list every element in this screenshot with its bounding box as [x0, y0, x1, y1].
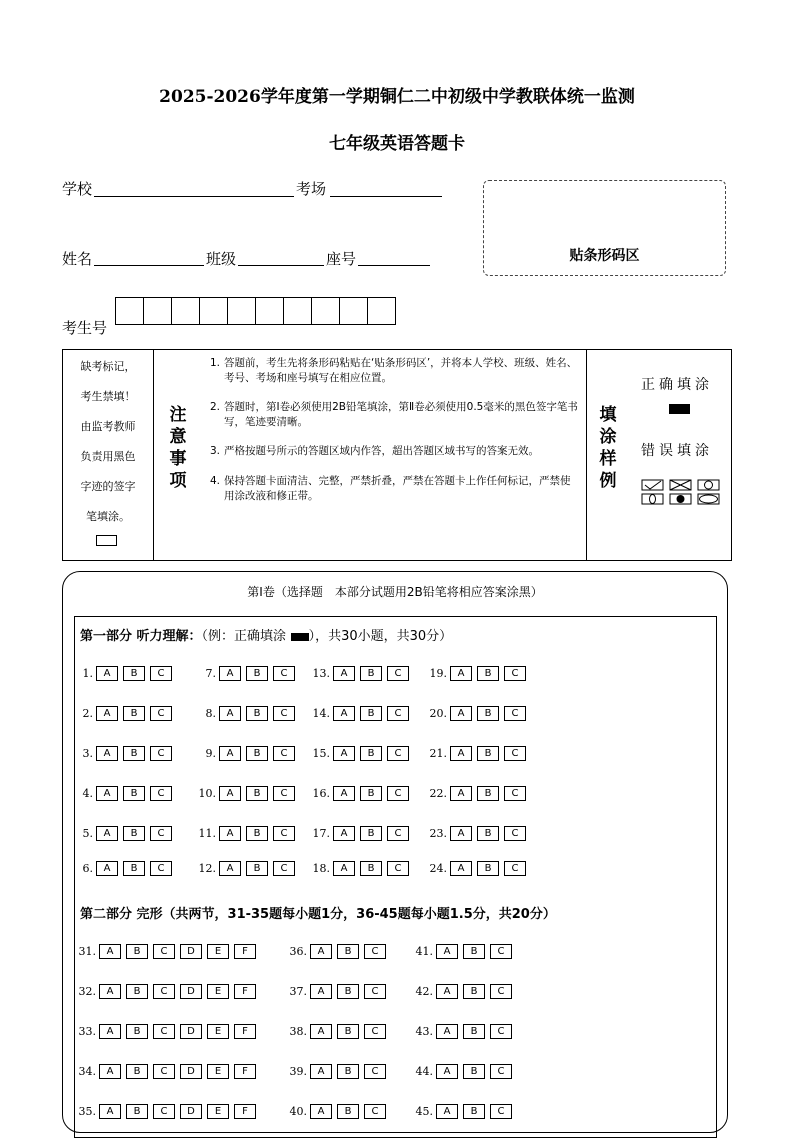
question-row	[409, 1064, 517, 1079]
answer-bubble-c[interactable]: C	[153, 984, 175, 999]
answer-bubble-b[interactable]: B	[126, 1064, 148, 1079]
answer-bubble-a[interactable]: A	[99, 1104, 121, 1119]
answer-bubble-e[interactable]: E	[207, 1024, 229, 1039]
answer-bubble-b[interactable]: B	[477, 706, 499, 721]
notice-item-text: 保持答题卡面清洁、完整，严禁折叠，严禁在答题卡上作任何标记，严禁使用涂改液和修正带。	[224, 475, 571, 502]
question-row	[72, 746, 177, 761]
question-row	[283, 1064, 391, 1079]
question-number: 38.	[289, 1025, 307, 1038]
answer-bubble-b[interactable]: B	[126, 984, 148, 999]
notice-item-number: 4.	[210, 475, 221, 487]
answer-bubble-a[interactable]: A	[96, 666, 118, 681]
answer-bubble-c[interactable]: C	[504, 706, 526, 721]
question-number: 43.	[415, 1025, 433, 1038]
question-number: 5.	[82, 827, 93, 840]
answer-bubble-a[interactable]: A	[310, 1064, 332, 1079]
answer-bubble-b[interactable]: B	[337, 1024, 359, 1039]
answer-bubble-a[interactable]: A	[310, 984, 332, 999]
answer-bubble-c[interactable]: C	[273, 786, 295, 801]
answer-bubble-c[interactable]: C	[273, 706, 295, 721]
question-number: 12.	[198, 862, 216, 875]
question-row	[426, 746, 531, 761]
answer-bubble-c[interactable]: C	[504, 786, 526, 801]
question-row	[309, 861, 414, 876]
answer-bubble-c[interactable]: C	[153, 1064, 175, 1079]
question-number: 13.	[312, 667, 330, 680]
answer-bubble-b[interactable]: B	[360, 861, 382, 876]
answer-bubble-e[interactable]: E	[207, 1064, 229, 1079]
question-number: 14.	[312, 707, 330, 720]
notice-item-number: 2.	[210, 401, 221, 413]
question-row	[426, 861, 531, 876]
question-row	[195, 746, 300, 761]
answer-bubble-c[interactable]: C	[273, 666, 295, 681]
exam-number-cell[interactable]	[367, 297, 396, 325]
answer-bubble-a[interactable]: A	[96, 706, 118, 721]
question-number: 20.	[429, 707, 447, 720]
answer-bubble-d[interactable]: D	[180, 1064, 202, 1079]
question-row	[195, 666, 300, 681]
absent-instruction-line: 考生禁填！	[80, 390, 136, 403]
notice-title-char: 意	[169, 427, 187, 447]
notice-item-text: 答题前，考生先将条形码粘贴在‘贴条形码区’，并将本人学校、班级、姓名、考号、考场和座号填写在相应位置。	[224, 357, 578, 384]
exam-room-label: 考场	[296, 180, 327, 198]
question-row	[283, 984, 391, 999]
exam-number-cell[interactable]	[283, 297, 312, 325]
question-row	[72, 786, 177, 801]
answer-bubble-b[interactable]: B	[126, 944, 148, 959]
answer-bubble-c[interactable]: C	[150, 786, 172, 801]
exam-number-cell[interactable]	[339, 297, 368, 325]
example-fill-mark	[291, 633, 309, 641]
school-label: 学校	[62, 180, 93, 198]
answer-bubble-b[interactable]: B	[123, 666, 145, 681]
question-number: 32.	[78, 985, 96, 998]
answer-bubble-c[interactable]: C	[364, 1064, 386, 1079]
question-row	[72, 861, 177, 876]
question-number: 37.	[289, 985, 307, 998]
question-number: 34.	[78, 1065, 96, 1078]
answer-bubble-a[interactable]: A	[219, 861, 241, 876]
question-row	[283, 944, 391, 959]
question-number: 15.	[312, 747, 330, 760]
answer-bubble-c[interactable]: C	[273, 746, 295, 761]
answer-bubble-c[interactable]: C	[150, 826, 172, 841]
question-number: 31.	[78, 945, 96, 958]
answer-bubble-b[interactable]: B	[360, 746, 382, 761]
answer-bubble-a[interactable]: A	[96, 826, 118, 841]
question-row	[409, 944, 517, 959]
answer-bubble-b[interactable]: B	[463, 1064, 485, 1079]
fill-sample	[586, 350, 732, 560]
question-number: 10.	[198, 787, 216, 800]
answer-bubble-c[interactable]: C	[490, 984, 512, 999]
seat-label: 座号	[326, 250, 357, 268]
part-one-prefix: 第一部分 听力理解：	[80, 629, 202, 644]
answer-bubble-a[interactable]: A	[436, 1104, 458, 1119]
answer-bubble-a[interactable]: A	[333, 861, 355, 876]
answer-bubble-c[interactable]: C	[364, 944, 386, 959]
answer-bubble-b[interactable]: B	[477, 861, 499, 876]
answer-bubble-b[interactable]: B	[463, 1024, 485, 1039]
question-number: 6.	[82, 862, 93, 875]
barcode-area	[483, 180, 726, 276]
answer-bubble-a[interactable]: A	[99, 984, 121, 999]
question-number: 35.	[78, 1105, 96, 1118]
question-number: 18.	[312, 862, 330, 875]
answer-bubble-b[interactable]: B	[337, 1064, 359, 1079]
question-row	[283, 1104, 391, 1119]
correct-fill-mark	[669, 404, 690, 414]
question-number: 40.	[289, 1105, 307, 1118]
question-row	[409, 984, 517, 999]
exam-number-cell[interactable]	[199, 297, 228, 325]
answer-bubble-b[interactable]: B	[123, 746, 145, 761]
question-number: 4.	[82, 787, 93, 800]
answer-bubble-c[interactable]: C	[504, 666, 526, 681]
answer-bubble-b[interactable]: B	[477, 826, 499, 841]
answer-bubble-c[interactable]: C	[273, 861, 295, 876]
wrong-fill-samples	[641, 478, 721, 508]
answer-bubble-d[interactable]: D	[180, 944, 202, 959]
part-one-mid: （例：正确填涂	[201, 629, 287, 644]
answer-bubble-c[interactable]: C	[490, 1024, 512, 1039]
exam-number-cell[interactable]	[227, 297, 256, 325]
sample-title-char: 例	[599, 471, 617, 491]
answer-bubble-a[interactable]: A	[333, 786, 355, 801]
school-field[interactable]	[94, 196, 294, 197]
answer-bubble-a[interactable]: A	[99, 1064, 121, 1079]
exam-number-cell[interactable]	[143, 297, 172, 325]
question-number: 17.	[312, 827, 330, 840]
exam-number-cell[interactable]	[171, 297, 200, 325]
answer-bubble-b[interactable]: B	[337, 1104, 359, 1119]
page-title: 2025-2026学年度第一学期铜仁二中初级中学教联体统一监测	[159, 87, 635, 107]
answer-bubble-a[interactable]: A	[310, 1104, 332, 1119]
name-label: 姓名	[62, 250, 93, 268]
question-row	[409, 1024, 517, 1039]
question-number: 39.	[289, 1065, 307, 1078]
question-number: 44.	[415, 1065, 433, 1078]
absent-instruction-line: 缺考标记，	[80, 360, 136, 373]
answer-bubble-d[interactable]: D	[180, 984, 202, 999]
answer-bubble-b[interactable]: B	[123, 786, 145, 801]
question-row	[72, 1064, 261, 1079]
answer-bubble-b[interactable]: B	[463, 944, 485, 959]
question-row	[283, 1024, 391, 1039]
answer-bubble-b[interactable]: B	[477, 746, 499, 761]
question-number: 3.	[82, 747, 93, 760]
answer-bubble-b[interactable]: B	[246, 706, 268, 721]
answer-bubble-d[interactable]: D	[180, 1024, 202, 1039]
answer-bubble-a[interactable]: A	[310, 944, 332, 959]
question-row	[426, 706, 531, 721]
answer-bubble-b[interactable]: B	[360, 706, 382, 721]
barcode-label: 贴条形码区	[569, 248, 640, 264]
question-row	[195, 861, 300, 876]
question-row	[72, 1104, 261, 1119]
absent-mark-column	[63, 350, 154, 560]
answer-bubble-a[interactable]: A	[450, 826, 472, 841]
answer-bubble-c[interactable]: C	[490, 1104, 512, 1119]
question-row	[426, 786, 531, 801]
answer-bubble-b[interactable]: B	[337, 944, 359, 959]
question-row	[309, 826, 414, 841]
question-row	[72, 944, 261, 959]
name-field[interactable]	[94, 265, 204, 266]
answer-bubble-b[interactable]: B	[126, 1024, 148, 1039]
answer-bubble-c[interactable]: C	[150, 666, 172, 681]
notice-item	[210, 356, 580, 386]
answer-bubble-b[interactable]: B	[246, 746, 268, 761]
question-row	[426, 826, 531, 841]
question-row	[309, 706, 414, 721]
answer-bubble-b[interactable]: B	[360, 826, 382, 841]
answer-bubble-c[interactable]: C	[387, 746, 409, 761]
question-number: 24.	[429, 862, 447, 875]
absent-instruction-line: 负责用黑色	[80, 450, 136, 463]
notice-box	[62, 349, 732, 561]
section-one-title: 第Ⅰ卷（选择题 本部分试题用2B铅笔将相应答案涂黑）	[247, 585, 543, 599]
notice-item	[210, 444, 580, 459]
answer-bubble-a[interactable]: A	[310, 1024, 332, 1039]
absent-instruction-line: 由监考教师	[80, 420, 136, 433]
part-two-title: 第二部分 完形（共两节，31-35题每小题1分，36-45题每小题1.5分，共20分）	[80, 907, 556, 922]
notice-item-text: 答题时，第Ⅰ卷必须使用2B铅笔填涂，第Ⅱ卷必须使用0.5毫米的黑色签字笔书写，笔迹要清晰。	[224, 401, 578, 428]
answer-bubble-a[interactable]: A	[99, 944, 121, 959]
question-number: 41.	[415, 945, 433, 958]
answer-bubble-c[interactable]: C	[364, 1024, 386, 1039]
answer-bubble-c[interactable]: C	[387, 826, 409, 841]
notice-item-text: 严格按题号所示的答题区域内作答，超出答题区域书写的答案无效。	[224, 445, 539, 457]
seat-field[interactable]	[358, 265, 430, 266]
answer-bubble-a[interactable]: A	[450, 861, 472, 876]
sample-title-char: 填	[599, 405, 617, 425]
correct-fill-label: 正确填涂	[641, 377, 713, 393]
sample-title-char: 样	[599, 449, 617, 469]
notice-item	[210, 400, 580, 430]
answer-bubble-d[interactable]: D	[180, 1104, 202, 1119]
notice-item	[210, 474, 580, 504]
question-number: 19.	[429, 667, 447, 680]
answer-bubble-a[interactable]: A	[219, 666, 241, 681]
class-label: 班级	[206, 250, 237, 268]
answer-bubble-c[interactable]: C	[387, 861, 409, 876]
answer-bubble-a[interactable]: A	[450, 706, 472, 721]
answer-bubble-a[interactable]: A	[333, 706, 355, 721]
answer-bubble-c[interactable]: C	[364, 1104, 386, 1119]
answer-bubble-c[interactable]: C	[387, 706, 409, 721]
answer-bubble-f[interactable]: F	[234, 944, 256, 959]
absent-mark-box[interactable]	[96, 535, 117, 546]
question-row	[72, 666, 177, 681]
answer-bubble-f[interactable]: F	[234, 1024, 256, 1039]
exam-number-cell[interactable]	[115, 297, 144, 325]
exam-number-cell[interactable]	[311, 297, 340, 325]
exam-number-label: 考生号	[62, 319, 108, 337]
question-number: 23.	[429, 827, 447, 840]
answer-bubble-b[interactable]: B	[246, 666, 268, 681]
answer-bubble-a[interactable]: A	[333, 826, 355, 841]
question-number: 2.	[82, 707, 93, 720]
answer-bubble-c[interactable]: C	[150, 746, 172, 761]
question-row	[309, 666, 414, 681]
part-one-title	[80, 625, 452, 644]
answer-bubble-b[interactable]: B	[126, 1104, 148, 1119]
answer-bubble-e[interactable]: E	[207, 944, 229, 959]
answer-bubble-c[interactable]: C	[150, 861, 172, 876]
answer-bubble-b[interactable]: B	[477, 786, 499, 801]
answer-bubble-c[interactable]: C	[504, 826, 526, 841]
question-row	[309, 746, 414, 761]
answer-bubble-c[interactable]: C	[153, 944, 175, 959]
question-number: 33.	[78, 1025, 96, 1038]
page-subtitle: 七年级英语答题卡	[329, 134, 465, 154]
answer-bubble-a[interactable]: A	[96, 786, 118, 801]
notice-items	[202, 350, 586, 560]
answer-bubble-b[interactable]: B	[246, 861, 268, 876]
answer-bubble-c[interactable]: C	[387, 666, 409, 681]
answer-bubble-c[interactable]: C	[387, 786, 409, 801]
absent-instruction-line: 笔填涂。	[86, 510, 130, 523]
answer-bubble-b[interactable]: B	[337, 984, 359, 999]
exam-number-grid[interactable]	[116, 297, 396, 323]
exam-room-field[interactable]	[330, 196, 442, 197]
answer-bubble-b[interactable]: B	[246, 786, 268, 801]
answer-bubble-a[interactable]: A	[219, 706, 241, 721]
question-number: 8.	[205, 707, 216, 720]
question-number: 9.	[205, 747, 216, 760]
answer-bubble-a[interactable]: A	[333, 666, 355, 681]
notice-item-number: 1.	[210, 357, 221, 369]
answer-bubble-c[interactable]: C	[504, 746, 526, 761]
answer-bubble-b[interactable]: B	[123, 706, 145, 721]
question-number: 16.	[312, 787, 330, 800]
absent-instruction-line: 字迹的签字	[80, 480, 136, 493]
question-number: 21.	[429, 747, 447, 760]
answer-bubble-f[interactable]: F	[234, 1064, 256, 1079]
question-row	[195, 706, 300, 721]
answer-bubble-a[interactable]: A	[99, 1024, 121, 1039]
answer-bubble-c[interactable]: C	[490, 1064, 512, 1079]
question-number: 42.	[415, 985, 433, 998]
notice-title-char: 项	[169, 471, 187, 491]
question-row	[409, 1104, 517, 1119]
question-row	[426, 666, 531, 681]
answer-bubble-a[interactable]: A	[436, 1024, 458, 1039]
answer-bubble-a[interactable]: A	[436, 984, 458, 999]
notice-item-number: 3.	[210, 445, 221, 457]
question-number: 7.	[205, 667, 216, 680]
question-number: 22.	[429, 787, 447, 800]
question-number: 1.	[82, 667, 93, 680]
answer-bubble-a[interactable]: A	[219, 746, 241, 761]
answer-bubble-c[interactable]: C	[364, 984, 386, 999]
question-number: 36.	[289, 945, 307, 958]
answer-bubble-a[interactable]: A	[450, 666, 472, 681]
answer-bubble-c[interactable]: C	[150, 706, 172, 721]
answer-bubble-b[interactable]: B	[477, 666, 499, 681]
question-row	[72, 826, 177, 841]
answer-bubble-c[interactable]: C	[273, 826, 295, 841]
question-row	[72, 984, 261, 999]
answer-bubble-c[interactable]: C	[153, 1024, 175, 1039]
answer-bubble-a[interactable]: A	[436, 1064, 458, 1079]
answer-bubble-b[interactable]: B	[463, 984, 485, 999]
answer-bubble-b[interactable]: B	[360, 786, 382, 801]
answer-bubble-e[interactable]: E	[207, 1104, 229, 1119]
question-row	[72, 706, 177, 721]
answer-bubble-b[interactable]: B	[123, 826, 145, 841]
answer-bubble-f[interactable]: F	[234, 1104, 256, 1119]
answer-bubble-a[interactable]: A	[96, 746, 118, 761]
answer-bubble-e[interactable]: E	[207, 984, 229, 999]
answer-bubble-b[interactable]: B	[246, 826, 268, 841]
notice-title-char: 事	[169, 449, 187, 469]
sample-title-char: 涂	[599, 427, 617, 447]
notice-title	[154, 350, 202, 560]
question-number: 45.	[415, 1105, 433, 1118]
answer-bubble-a[interactable]: A	[450, 786, 472, 801]
question-row	[72, 1024, 261, 1039]
answer-bubble-a[interactable]: A	[450, 746, 472, 761]
answer-bubble-a[interactable]: A	[219, 786, 241, 801]
class-field[interactable]	[238, 265, 324, 266]
answer-bubble-b[interactable]: B	[123, 861, 145, 876]
answer-bubble-a[interactable]: A	[436, 944, 458, 959]
answer-bubble-a[interactable]: A	[219, 826, 241, 841]
question-row	[195, 786, 300, 801]
answer-bubble-c[interactable]: C	[504, 861, 526, 876]
answer-bubble-b[interactable]: B	[463, 1104, 485, 1119]
question-row	[195, 826, 300, 841]
answer-bubble-c[interactable]: C	[153, 1104, 175, 1119]
answer-bubble-a[interactable]: A	[96, 861, 118, 876]
answer-area	[74, 616, 717, 1138]
wrong-fill-label: 错误填涂	[641, 443, 713, 459]
answer-bubble-c[interactable]: C	[490, 944, 512, 959]
question-number: 11.	[198, 827, 216, 840]
part-one-suffix: ），共30小题，共30分）	[308, 629, 453, 644]
answer-bubble-a[interactable]: A	[333, 746, 355, 761]
answer-bubble-f[interactable]: F	[234, 984, 256, 999]
exam-number-cell[interactable]	[255, 297, 284, 325]
notice-title-char: 注	[169, 405, 187, 425]
question-row	[309, 786, 414, 801]
answer-bubble-b[interactable]: B	[360, 666, 382, 681]
